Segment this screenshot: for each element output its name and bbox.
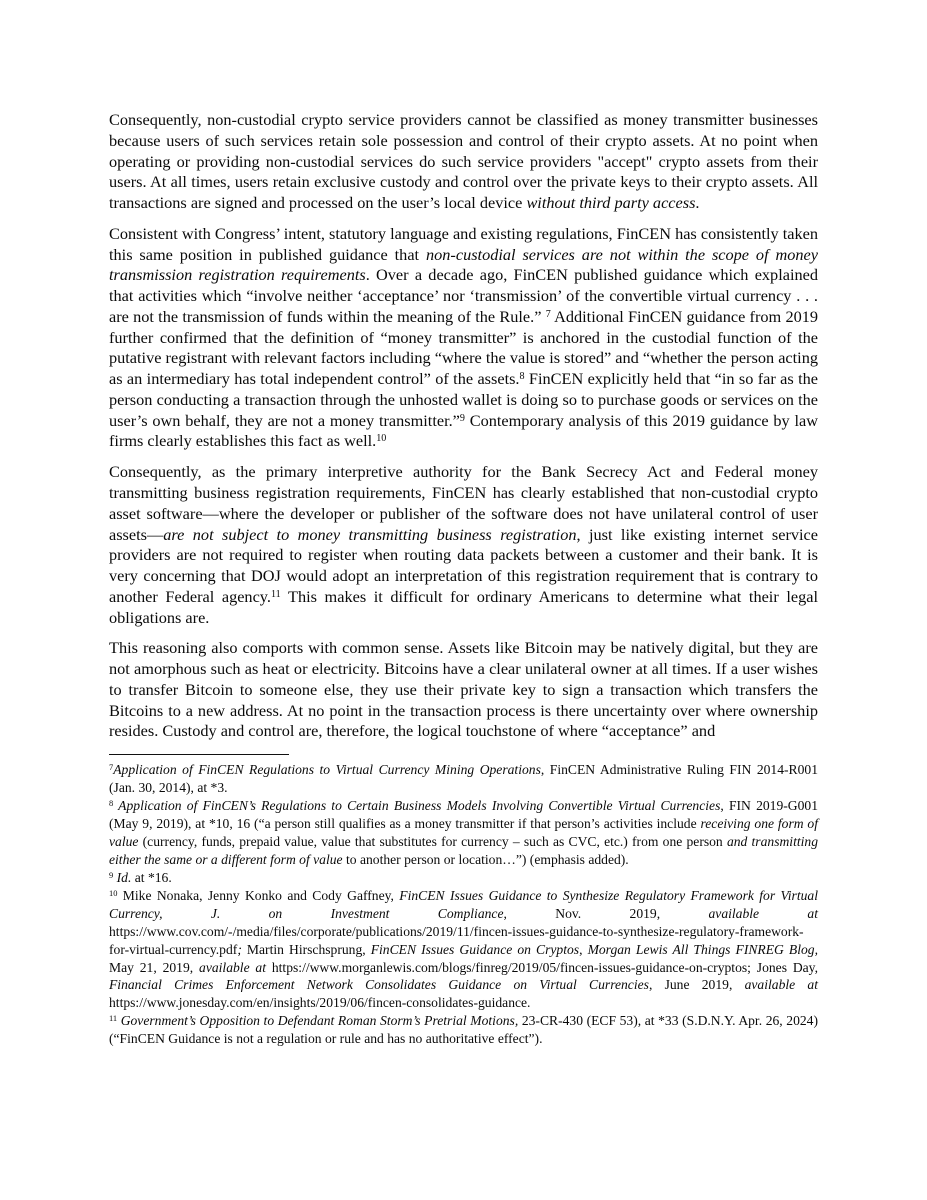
text-run: available at	[744, 977, 818, 993]
footnote	[109, 869, 818, 887]
paragraph	[109, 462, 818, 628]
paragraph	[109, 638, 818, 742]
text-run: This makes it difficult for ordinary Americans to determine what their legal obligations are.	[109, 586, 818, 627]
text-run: Mike Nonaka, Jenny Konko and Cody Gaffney,	[117, 887, 400, 903]
text-run: available at	[708, 905, 818, 921]
text-run: , Nov. 2019,	[503, 905, 709, 921]
text-run: non-custodial services are not within the scope of money transmission registration requirements	[109, 244, 819, 285]
text-run: FinCEN Issues Guidance to Synthesize Regulatory Framework for Virtual Currency, J. on Investment Compliance	[109, 887, 818, 921]
text-run: without third party access	[526, 193, 696, 213]
text-run: at *16.	[131, 869, 172, 885]
text-run: and transmitting either the same or a different form of value	[109, 833, 818, 867]
text-run: Consequently, as the primary interpretive authority for the Bank Secrecy Act and Federal money transmitting business registration requirements, FinCEN has clearly established that non-custodial crypto asset software—where the developer or publisher of the software does not have unilateral control of user assets—	[109, 462, 818, 544]
text-run: Consistent with Congress’ intent, statutory language and existing regulations, FinCEN has consistently taken this same position in published guidance that	[109, 223, 818, 264]
footnote-ref: 9	[459, 412, 465, 424]
footnote-ref: 7	[109, 762, 114, 772]
text-run: This reasoning also comports with common sense. Assets like Bitcoin may be natively digital, but they are not amorphous such as heat or electricity. Bitcoins have a clear unilateral owner at all times. If a user wishes to transfer Bitcoin to someone else, they use their private key to sign a transaction which transfers the Bitcoins to a new address. At no point in the transaction process is there uncertainty over where ownership resides. Custody and control are, therefore, the logical touchstone of where “acceptance” and	[109, 638, 818, 741]
text-run: https://www.cov.com/-/media/files/corporate/publications/2019/11/fincen-issues-guidance-to-synthesize-regulatory-framework-for-virtual-currency.pdf	[109, 923, 804, 957]
text-run: May 21, 2019,	[109, 959, 200, 975]
text-run: Consequently, non-custodial crypto service providers cannot be classified as money transmitter businesses because users of such services retain sole possession and control of their crypto assets. At no point when operating or providing non-custodial services do such service providers "accept" crypto assets from their users. At all times, users retain exclusive custody and control over the private keys to their crypto assets. All transactions are signed and processed on the user’s local device	[109, 110, 818, 213]
paragraph	[109, 224, 818, 452]
text-run: , FinCEN Administrative Ruling FIN 2014-R001 (Jan. 30, 2014), at *3.	[109, 762, 818, 796]
footnote	[109, 1012, 818, 1048]
text-run: available at	[199, 959, 267, 975]
text-run: FinCEN explicitly held that “in so far as the person conducting a transaction through the unhosted wallet is doing so to purchase goods or services on the user’s own behalf, they are not a money transmitter.”	[109, 369, 818, 430]
footnote-ref: 11	[109, 1013, 118, 1024]
footnotes-section	[109, 761, 818, 1048]
text-run: Martin Hirschsprung,	[241, 941, 371, 957]
text-run: ;	[237, 941, 242, 957]
text-run: receiving one form of value	[109, 816, 818, 849]
text-run: (currency, funds, prepaid value, value that substitutes for currency – such as CVC, etc.) from one person	[138, 833, 727, 849]
text-run: Additional FinCEN guidance from 2019 further confirmed that the definition of “money transmitter” is anchored in the custodial function of the putative registrant with relevant factors including “where the value is stored” and “whether the person acting as an intermediary has total independent control” of the assets.	[109, 306, 819, 389]
text-run: Application of FinCEN’s Regulations to Certain Business Models Involving Convertible Virtual Currencies	[113, 798, 721, 814]
text-run: Contemporary analysis of this 2019 guidance by law firms clearly establishes this fact as well.	[109, 410, 818, 451]
footnote-ref: 8	[519, 371, 525, 383]
text-run: , June 2019,	[648, 977, 745, 993]
text-run: . Over a decade ago, FinCEN published guidance which explained that activities which “involve neither ‘acceptance’ nor ‘transmission’ of the convertible virtual currency . . . are not the transmission of funds within the meaning of the Rule.”	[109, 265, 818, 326]
footnote-separator	[109, 754, 289, 755]
footnote-ref: 8	[109, 797, 114, 808]
footnote	[109, 797, 818, 869]
footnote-ref: 9	[109, 869, 114, 880]
text-run: Id.	[113, 869, 132, 885]
footnote-ref: 10	[109, 887, 118, 898]
paragraph	[109, 110, 818, 214]
text-run: FinCEN Issues Guidance on Cryptos	[370, 941, 580, 957]
text-run: https://www.morganlewis.com/blogs/finreg/2019/05/fincen-issues-guidance-on-cryptos; Jones Day,	[266, 959, 818, 975]
text-run: Morgan Lewis All Things FINREG Blog,	[587, 941, 818, 957]
text-run: Application of FinCEN Regulations to Virtual Currency Mining Operations	[113, 762, 541, 778]
text-run: , FIN 2019-G001 (May 9, 2019), at *10, 16 (“a person still qualifies as a money transmitter if that person’s activities include	[109, 798, 818, 832]
text-run: Government’s Opposition to Defendant Roman Storm’s Pretrial Motions,	[117, 1013, 519, 1029]
text-run: 23-CR-430 (ECF 53), at *33 (S.D.N.Y. Apr. 26, 2024) (“FinCEN Guidance is not a regulation or rule and has no authoritative effect”).	[109, 1013, 818, 1047]
text-run: are not subject to money transmitting business registration	[163, 524, 577, 544]
text-run: ,	[579, 941, 588, 957]
footnote-ref: 10	[376, 433, 387, 445]
footnote-ref: 11	[270, 588, 281, 600]
footnote	[109, 761, 818, 797]
text-run: to another person or location…”) (emphasis added).	[342, 851, 629, 867]
text-run: .	[695, 193, 700, 213]
footnote-ref: 7	[545, 308, 551, 320]
body-paragraphs	[109, 110, 818, 742]
text-run: , just like existing internet service providers are not required to register when routing data packets between a customer and their bank. It is very concerning that DOJ would adopt an interpretation of this registration requirement that is contrary to another Federal agency.	[109, 524, 818, 606]
footnote	[109, 887, 818, 1013]
text-run: Financial Crimes Enforcement Network Consolidates Guidance on Virtual Currencies	[109, 977, 649, 993]
text-run: https://www.jonesday.com/en/insights/2019/06/fincen-consolidates-guidance.	[109, 995, 531, 1011]
